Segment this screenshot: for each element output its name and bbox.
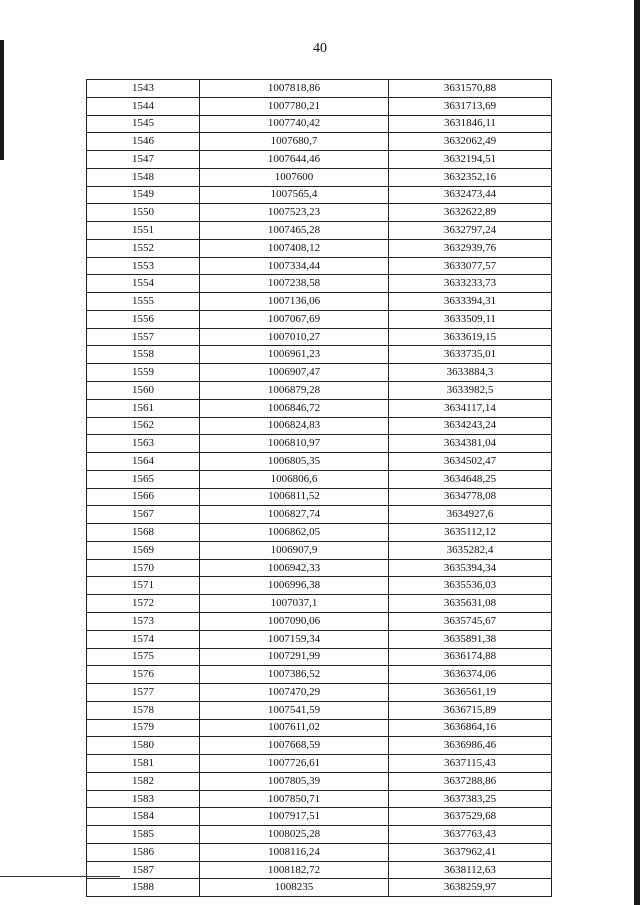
y-coordinate-cell: 3636715,89 bbox=[389, 701, 552, 719]
point-number-cell: 1565 bbox=[87, 470, 200, 488]
point-number-cell: 1556 bbox=[87, 310, 200, 328]
y-coordinate-cell: 3638259,97 bbox=[389, 879, 552, 897]
coordinates-table bbox=[86, 79, 552, 897]
point-number-cell: 1544 bbox=[87, 97, 200, 115]
y-coordinate-cell: 3636561,19 bbox=[389, 684, 552, 702]
table-row bbox=[87, 364, 552, 382]
table-row bbox=[87, 808, 552, 826]
point-number-cell: 1574 bbox=[87, 630, 200, 648]
point-number-cell: 1568 bbox=[87, 524, 200, 542]
x-coordinate-cell: 1007291,99 bbox=[200, 648, 389, 666]
table-row bbox=[87, 772, 552, 790]
table-row bbox=[87, 577, 552, 595]
table-row bbox=[87, 559, 552, 577]
table-row bbox=[87, 186, 552, 204]
y-coordinate-cell: 3637115,43 bbox=[389, 755, 552, 773]
x-coordinate-cell: 1006805,35 bbox=[200, 453, 389, 471]
table-row bbox=[87, 612, 552, 630]
x-coordinate-cell: 1007408,12 bbox=[200, 239, 389, 257]
table-row bbox=[87, 879, 552, 897]
point-number-cell: 1550 bbox=[87, 204, 200, 222]
x-coordinate-cell: 1006996,38 bbox=[200, 577, 389, 595]
point-number-cell: 1549 bbox=[87, 186, 200, 204]
point-number-cell: 1581 bbox=[87, 755, 200, 773]
x-coordinate-cell: 1008235 bbox=[200, 879, 389, 897]
point-number-cell: 1555 bbox=[87, 293, 200, 311]
y-coordinate-cell: 3633735,01 bbox=[389, 346, 552, 364]
x-coordinate-cell: 1008025,28 bbox=[200, 826, 389, 844]
table-row bbox=[87, 453, 552, 471]
table-row bbox=[87, 97, 552, 115]
x-coordinate-cell: 1006879,28 bbox=[200, 382, 389, 400]
x-coordinate-cell: 1007740,42 bbox=[200, 115, 389, 133]
page-number: 40 bbox=[313, 41, 327, 56]
y-coordinate-cell: 3632352,16 bbox=[389, 168, 552, 186]
table-row bbox=[87, 524, 552, 542]
table-row bbox=[87, 488, 552, 506]
table-row bbox=[87, 133, 552, 151]
point-number-cell: 1553 bbox=[87, 257, 200, 275]
y-coordinate-cell: 3633233,73 bbox=[389, 275, 552, 293]
y-coordinate-cell: 3632473,44 bbox=[389, 186, 552, 204]
table-row bbox=[87, 328, 552, 346]
table-row bbox=[87, 80, 552, 98]
y-coordinate-cell: 3635745,67 bbox=[389, 612, 552, 630]
x-coordinate-cell: 1007386,52 bbox=[200, 666, 389, 684]
y-coordinate-cell: 3636864,16 bbox=[389, 719, 552, 737]
table-row bbox=[87, 239, 552, 257]
table-row bbox=[87, 755, 552, 773]
x-coordinate-cell: 1006827,74 bbox=[200, 506, 389, 524]
y-coordinate-cell: 3634502,47 bbox=[389, 453, 552, 471]
x-coordinate-cell: 1008116,24 bbox=[200, 843, 389, 861]
point-number-cell: 1583 bbox=[87, 790, 200, 808]
point-number-cell: 1545 bbox=[87, 115, 200, 133]
y-coordinate-cell: 3635891,38 bbox=[389, 630, 552, 648]
point-number-cell: 1567 bbox=[87, 506, 200, 524]
point-number-cell: 1563 bbox=[87, 435, 200, 453]
x-coordinate-cell: 1006907,9 bbox=[200, 541, 389, 559]
x-coordinate-cell: 1006806,6 bbox=[200, 470, 389, 488]
y-coordinate-cell: 3631846,11 bbox=[389, 115, 552, 133]
y-coordinate-cell: 3633077,57 bbox=[389, 257, 552, 275]
y-coordinate-cell: 3636374,06 bbox=[389, 666, 552, 684]
x-coordinate-cell: 1007334,44 bbox=[200, 257, 389, 275]
y-coordinate-cell: 3636174,88 bbox=[389, 648, 552, 666]
table-row bbox=[87, 737, 552, 755]
point-number-cell: 1559 bbox=[87, 364, 200, 382]
point-number-cell: 1587 bbox=[87, 861, 200, 879]
table-row bbox=[87, 701, 552, 719]
table-row bbox=[87, 470, 552, 488]
table-row bbox=[87, 684, 552, 702]
point-number-cell: 1572 bbox=[87, 595, 200, 613]
table-row bbox=[87, 275, 552, 293]
point-number-cell: 1582 bbox=[87, 772, 200, 790]
x-coordinate-cell: 1006846,72 bbox=[200, 399, 389, 417]
x-coordinate-cell: 1006810,97 bbox=[200, 435, 389, 453]
y-coordinate-cell: 3632194,51 bbox=[389, 151, 552, 169]
point-number-cell: 1551 bbox=[87, 222, 200, 240]
y-coordinate-cell: 3633982,5 bbox=[389, 382, 552, 400]
x-coordinate-cell: 1006942,33 bbox=[200, 559, 389, 577]
y-coordinate-cell: 3633884,3 bbox=[389, 364, 552, 382]
table-row bbox=[87, 417, 552, 435]
point-number-cell: 1584 bbox=[87, 808, 200, 826]
x-coordinate-cell: 1007600 bbox=[200, 168, 389, 186]
point-number-cell: 1562 bbox=[87, 417, 200, 435]
x-coordinate-cell: 1006824,83 bbox=[200, 417, 389, 435]
y-coordinate-cell: 3637288,86 bbox=[389, 772, 552, 790]
x-coordinate-cell: 1007680,7 bbox=[200, 133, 389, 151]
x-coordinate-cell: 1007238,58 bbox=[200, 275, 389, 293]
y-coordinate-cell: 3632797,24 bbox=[389, 222, 552, 240]
y-coordinate-cell: 3632062,49 bbox=[389, 133, 552, 151]
table-row bbox=[87, 435, 552, 453]
x-coordinate-cell: 1007805,39 bbox=[200, 772, 389, 790]
point-number-cell: 1558 bbox=[87, 346, 200, 364]
y-coordinate-cell: 3637962,41 bbox=[389, 843, 552, 861]
point-number-cell: 1576 bbox=[87, 666, 200, 684]
table-row bbox=[87, 115, 552, 133]
point-number-cell: 1575 bbox=[87, 648, 200, 666]
point-number-cell: 1546 bbox=[87, 133, 200, 151]
point-number-cell: 1577 bbox=[87, 684, 200, 702]
y-coordinate-cell: 3637529,68 bbox=[389, 808, 552, 826]
point-number-cell: 1548 bbox=[87, 168, 200, 186]
y-coordinate-cell: 3634117,14 bbox=[389, 399, 552, 417]
scan-edge-left bbox=[0, 40, 4, 160]
y-coordinate-cell: 3636986,46 bbox=[389, 737, 552, 755]
y-coordinate-cell: 3635282,4 bbox=[389, 541, 552, 559]
table-row bbox=[87, 293, 552, 311]
point-number-cell: 1586 bbox=[87, 843, 200, 861]
table-row bbox=[87, 666, 552, 684]
table-row bbox=[87, 595, 552, 613]
x-coordinate-cell: 1007668,59 bbox=[200, 737, 389, 755]
y-coordinate-cell: 3634648,25 bbox=[389, 470, 552, 488]
x-coordinate-cell: 1007090,06 bbox=[200, 612, 389, 630]
table-row bbox=[87, 861, 552, 879]
y-coordinate-cell: 3634927,6 bbox=[389, 506, 552, 524]
point-number-cell: 1566 bbox=[87, 488, 200, 506]
y-coordinate-cell: 3633619,15 bbox=[389, 328, 552, 346]
table-row bbox=[87, 399, 552, 417]
x-coordinate-cell: 1007780,21 bbox=[200, 97, 389, 115]
x-coordinate-cell: 1007465,28 bbox=[200, 222, 389, 240]
table-row bbox=[87, 346, 552, 364]
coordinates-table-body bbox=[87, 80, 552, 897]
y-coordinate-cell: 3633394,31 bbox=[389, 293, 552, 311]
point-number-cell: 1571 bbox=[87, 577, 200, 595]
point-number-cell: 1585 bbox=[87, 826, 200, 844]
x-coordinate-cell: 1007010,27 bbox=[200, 328, 389, 346]
table-row bbox=[87, 719, 552, 737]
y-coordinate-cell: 3633509,11 bbox=[389, 310, 552, 328]
point-number-cell: 1579 bbox=[87, 719, 200, 737]
point-number-cell: 1570 bbox=[87, 559, 200, 577]
y-coordinate-cell: 3631713,69 bbox=[389, 97, 552, 115]
x-coordinate-cell: 1007067,69 bbox=[200, 310, 389, 328]
table-row bbox=[87, 168, 552, 186]
point-number-cell: 1578 bbox=[87, 701, 200, 719]
x-coordinate-cell: 1007523,23 bbox=[200, 204, 389, 222]
y-coordinate-cell: 3634778,08 bbox=[389, 488, 552, 506]
x-coordinate-cell: 1007818,86 bbox=[200, 80, 389, 98]
point-number-cell: 1554 bbox=[87, 275, 200, 293]
point-number-cell: 1569 bbox=[87, 541, 200, 559]
table-row bbox=[87, 541, 552, 559]
table-row bbox=[87, 382, 552, 400]
table-row bbox=[87, 630, 552, 648]
scan-edge-right bbox=[634, 0, 640, 905]
point-number-cell: 1573 bbox=[87, 612, 200, 630]
y-coordinate-cell: 3632622,89 bbox=[389, 204, 552, 222]
table-row bbox=[87, 310, 552, 328]
x-coordinate-cell: 1008182,72 bbox=[200, 861, 389, 879]
x-coordinate-cell: 1007159,34 bbox=[200, 630, 389, 648]
table-row bbox=[87, 204, 552, 222]
y-coordinate-cell: 3638112,63 bbox=[389, 861, 552, 879]
y-coordinate-cell: 3635536,03 bbox=[389, 577, 552, 595]
y-coordinate-cell: 3635112,12 bbox=[389, 524, 552, 542]
y-coordinate-cell: 3634243,24 bbox=[389, 417, 552, 435]
table-row bbox=[87, 843, 552, 861]
point-number-cell: 1552 bbox=[87, 239, 200, 257]
x-coordinate-cell: 1007850,71 bbox=[200, 790, 389, 808]
point-number-cell: 1564 bbox=[87, 453, 200, 471]
point-number-cell: 1560 bbox=[87, 382, 200, 400]
x-coordinate-cell: 1007470,29 bbox=[200, 684, 389, 702]
x-coordinate-cell: 1007541,59 bbox=[200, 701, 389, 719]
table-row bbox=[87, 151, 552, 169]
point-number-cell: 1543 bbox=[87, 80, 200, 98]
y-coordinate-cell: 3631570,88 bbox=[389, 80, 552, 98]
table-row bbox=[87, 257, 552, 275]
x-coordinate-cell: 1007644,46 bbox=[200, 151, 389, 169]
y-coordinate-cell: 3634381,04 bbox=[389, 435, 552, 453]
x-coordinate-cell: 1007565,4 bbox=[200, 186, 389, 204]
y-coordinate-cell: 3637383,25 bbox=[389, 790, 552, 808]
y-coordinate-cell: 3635394,34 bbox=[389, 559, 552, 577]
x-coordinate-cell: 1006961,23 bbox=[200, 346, 389, 364]
point-number-cell: 1580 bbox=[87, 737, 200, 755]
table-row bbox=[87, 222, 552, 240]
y-coordinate-cell: 3632939,76 bbox=[389, 239, 552, 257]
table-row bbox=[87, 506, 552, 524]
x-coordinate-cell: 1007611,02 bbox=[200, 719, 389, 737]
x-coordinate-cell: 1006907,47 bbox=[200, 364, 389, 382]
point-number-cell: 1547 bbox=[87, 151, 200, 169]
x-coordinate-cell: 1007726,61 bbox=[200, 755, 389, 773]
y-coordinate-cell: 3637763,43 bbox=[389, 826, 552, 844]
table-row bbox=[87, 826, 552, 844]
point-number-cell: 1557 bbox=[87, 328, 200, 346]
point-number-cell: 1588 bbox=[87, 879, 200, 897]
point-number-cell: 1561 bbox=[87, 399, 200, 417]
x-coordinate-cell: 1006862,05 bbox=[200, 524, 389, 542]
x-coordinate-cell: 1007917,51 bbox=[200, 808, 389, 826]
x-coordinate-cell: 1007136,06 bbox=[200, 293, 389, 311]
y-coordinate-cell: 3635631,08 bbox=[389, 595, 552, 613]
x-coordinate-cell: 1007037,1 bbox=[200, 595, 389, 613]
x-coordinate-cell: 1006811,52 bbox=[200, 488, 389, 506]
table-row bbox=[87, 790, 552, 808]
table-row bbox=[87, 648, 552, 666]
